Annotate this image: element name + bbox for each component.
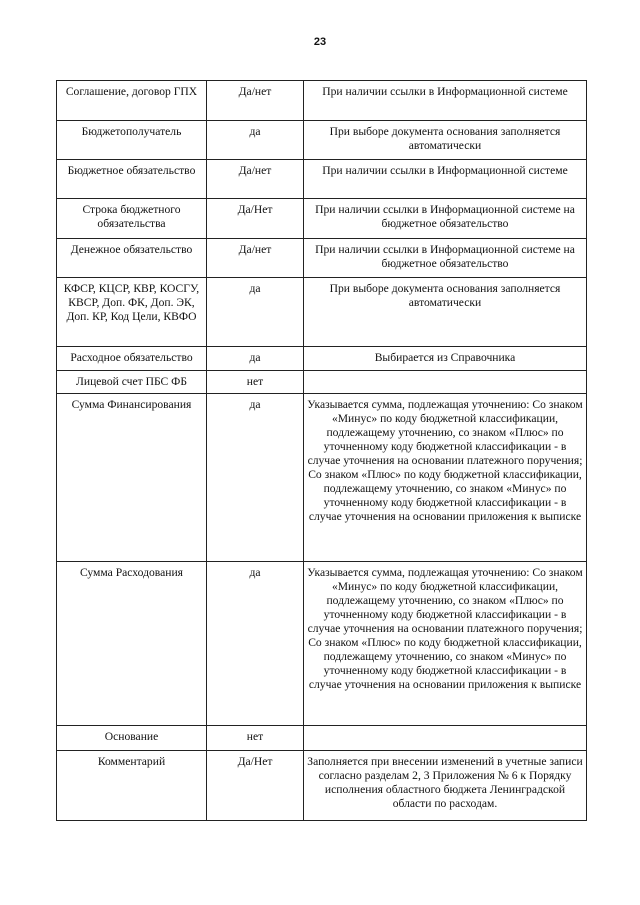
required-cell: да <box>207 278 304 347</box>
field-name-cell: Соглашение, договор ГПХ <box>57 81 207 121</box>
table-row <box>57 239 587 278</box>
note-cell: При наличии ссылки в Информационной системе <box>304 160 587 199</box>
field-name-cell: Сумма Расходования <box>57 562 207 726</box>
field-name-cell: Бюджетополучатель <box>57 121 207 160</box>
table-row <box>57 160 587 199</box>
note-cell: Указывается сумма, подлежащая уточнению: Со знаком «Минус» по коду бюджетной классификации, подлежащему уточнению, со знаком «Плюс» по уточненному коду бюджетной классификации - в случае уточнения на основании платежного поручения; Со знаком «Плюс» по коду бюджетной классификации, подлежащему уточнению, со знаком «Минус» по уточненному коду бюджетной классификации - в случае уточнения на основании приложения к выписке <box>304 562 587 726</box>
note-cell <box>304 726 587 751</box>
table-row <box>57 278 587 347</box>
table-row <box>57 371 587 394</box>
field-name-cell: Бюджетное обязательство <box>57 160 207 199</box>
note-cell: Указывается сумма, подлежащая уточнению: Со знаком «Минус» по коду бюджетной классификации, подлежащему уточнению, со знаком «Плюс» по уточненному коду бюджетной классификации - в случае уточнения на основании платежного поручения; Со знаком «Плюс» по коду бюджетной классификации, подлежащему уточнению, со знаком «Минус» по уточненному коду бюджетной классификации - в случае уточнения на основании приложения к выписке <box>304 394 587 562</box>
page-number: 23 <box>313 36 327 48</box>
table-row <box>57 347 587 371</box>
required-cell: Да/нет <box>207 160 304 199</box>
field-name-cell: Комментарий <box>57 751 207 821</box>
required-cell: нет <box>207 726 304 751</box>
table-row <box>57 394 587 562</box>
required-cell: да <box>207 121 304 160</box>
required-cell: да <box>207 394 304 562</box>
note-cell: При выборе документа основания заполняется автоматически <box>304 278 587 347</box>
table-row <box>57 199 587 239</box>
note-cell: Заполняется при внесении изменений в учетные записи согласно разделам 2, 3 Приложения № 6 к Порядку исполнения областного бюджета Ленинградской области по расходам. <box>304 751 587 821</box>
note-cell: При наличии ссылки в Информационной системе <box>304 81 587 121</box>
table-row <box>57 562 587 726</box>
required-cell: Да/нет <box>207 81 304 121</box>
table-row <box>57 751 587 821</box>
note-cell: При наличии ссылки в Информационной системе на бюджетное обязательство <box>304 199 587 239</box>
fields-table <box>56 80 587 821</box>
field-name-cell: Строка бюджетного обязательства <box>57 199 207 239</box>
table-row <box>57 726 587 751</box>
field-name-cell: Лицевой счет ПБС ФБ <box>57 371 207 394</box>
field-name-cell: КФСР, КЦСР, КВР, КОСГУ, КВСР, Доп. ФК, Доп. ЭК, Доп. КР, Код Цели, КВФО <box>57 278 207 347</box>
note-cell: Выбирается из Справочника <box>304 347 587 371</box>
note-cell: При наличии ссылки в Информационной системе на бюджетное обязательство <box>304 239 587 278</box>
required-cell: да <box>207 347 304 371</box>
note-cell <box>304 371 587 394</box>
note-cell: При выборе документа основания заполняется автоматически <box>304 121 587 160</box>
field-name-cell: Расходное обязательство <box>57 347 207 371</box>
table-row <box>57 121 587 160</box>
required-cell: да <box>207 562 304 726</box>
field-name-cell: Сумма Финансирования <box>57 394 207 562</box>
required-cell: нет <box>207 371 304 394</box>
field-name-cell: Денежное обязательство <box>57 239 207 278</box>
required-cell: Да/Нет <box>207 199 304 239</box>
required-cell: Да/Нет <box>207 751 304 821</box>
field-name-cell: Основание <box>57 726 207 751</box>
table-row <box>57 81 587 121</box>
required-cell: Да/нет <box>207 239 304 278</box>
